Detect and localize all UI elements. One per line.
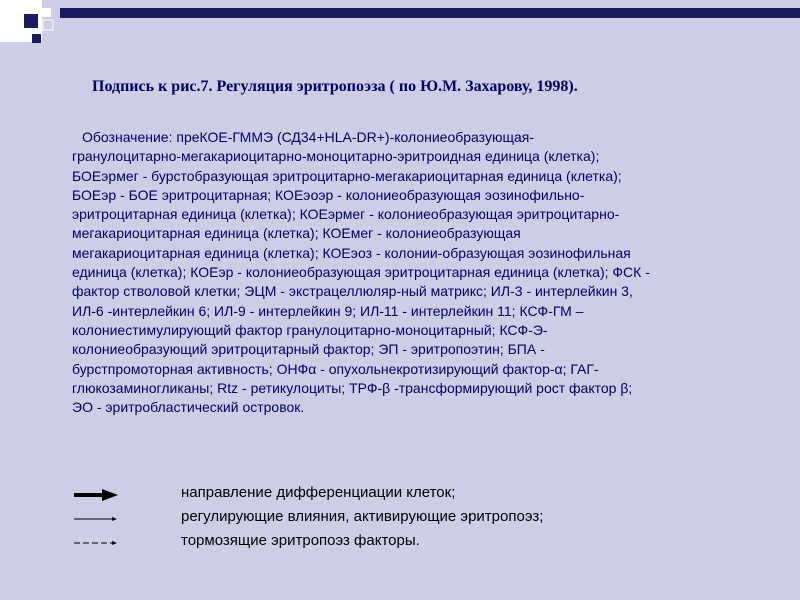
thin-arrow-icon <box>72 512 124 526</box>
legend-label: направление дифференциации клеток; <box>181 484 456 501</box>
text-line: гранулоцитарно-мегакариоцитарно-моноцитарно-эритроидная единица (клетка); <box>72 148 600 165</box>
text-line: мегакариоцитарная единица (клетка); КОЕэоз - колонии-образующая эозинофильная <box>72 244 631 261</box>
text-line: колониеобразующий эритроцитарный фактор; ЭП - эритропоэтин; БПА - <box>72 341 545 358</box>
legend-row-differentiation <box>72 484 772 508</box>
dashed-arrow-icon <box>72 536 124 550</box>
text-line: ИЛ-6 -интерлейкин 6; ИЛ-9 - интерлейкин 9; ИЛ-11 - интерлейкин 11; КСФ-ГМ – <box>72 302 584 319</box>
slide-title: Подпись к рис.7. Регуляция эритропоэза ( по Ю.М. Захарову, 1998). <box>92 78 578 95</box>
text-line: мегакариоцитарная единица (клетка); КОЕмег - колониеобразующая <box>72 225 521 242</box>
legend-label: тормозящие эритропоэз факторы. <box>181 532 420 549</box>
text-line: ЭО - эритробластический островок. <box>72 399 305 416</box>
text-line: эритроцитарная единица (клетка); КОЕэрмег - колониеобразующая эритроцитарно- <box>72 206 620 223</box>
text-line: фактор стволовой клетки; ЭЦМ - экстрацеллюляр-ный матрикс; ИЛ-3 - интерлейкин 3, <box>72 283 633 300</box>
text-line: единица (клетка); КОЕэр - колониеобразующая эритроцитарная единица (клетка); ФСК - <box>72 264 650 281</box>
text-line: Обозначение: преКОЕ-ГММЭ (СД34+HLA-DR+)-колониеобразующая- <box>82 129 534 145</box>
text-line: БОЕэр - БОЕ эритроцитарная; КОЕэоэр - колониеобразующая эозинофильно- <box>72 186 585 203</box>
text-line: БОЕэрмег - бурстобразующая эритроцитарно-мегакариоцитарная единица (клетка); <box>72 167 622 184</box>
abbreviations-text <box>72 128 762 417</box>
text-line: глюкозаминогликаны; Rtz - ретикулоциты; ТРФ-β -трансформирующий рост фактор β; <box>72 379 633 396</box>
thick-arrow-icon <box>72 488 124 502</box>
corner-decoration <box>0 0 800 60</box>
symbol-legend <box>72 484 772 556</box>
text-line: колониестимулирующий фактор гранулоцитарно-моноцитарный; КСФ-Э- <box>72 321 548 338</box>
legend-row-activating <box>72 508 772 532</box>
legend-label: регулирующие влияния, активирующие эритропоэз; <box>181 508 544 525</box>
text-line: бурстпромоторная активность; ОНФα - опухольнекротизирующий фактор-α; ГАГ- <box>72 360 599 377</box>
legend-row-inhibiting <box>72 532 772 556</box>
